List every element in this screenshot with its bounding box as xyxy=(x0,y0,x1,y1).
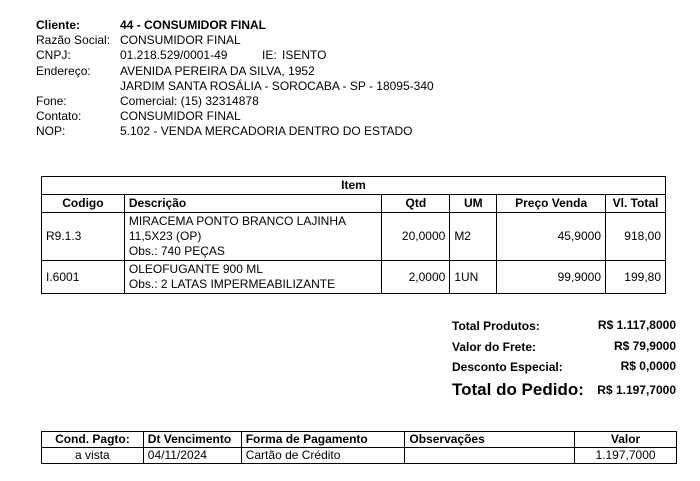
item-descricao xyxy=(124,213,382,261)
razao-label: Razão Social: xyxy=(36,33,111,47)
endereco-line1: AVENIDA PEREIRA DA SILVA, 1952 xyxy=(120,64,315,78)
contato-value: CONSUMIDOR FINAL xyxy=(120,109,241,123)
col-observacoes: Observações xyxy=(405,432,575,448)
nop-label: NOP: xyxy=(36,124,66,138)
payment-table xyxy=(41,431,677,464)
total-produtos-value: R$ 1.117,8000 xyxy=(597,318,676,332)
col-um: UM xyxy=(450,195,497,213)
items-table xyxy=(41,176,666,294)
cnpj-label: CNPJ: xyxy=(36,48,71,62)
item-qtd: 2,0000 xyxy=(382,261,450,294)
item-total: 918,00 xyxy=(606,213,666,261)
endereco-line2: JARDIM SANTA ROSÁLIA - SOROCABA - SP - 18095-340 xyxy=(120,79,434,93)
item-codigo: R9.1.3 xyxy=(42,213,125,261)
desconto-label: Desconto Especial: xyxy=(452,360,563,374)
item-obs: Obs.: 2 LATAS IMPERMEABILIZANTE xyxy=(128,277,336,291)
item-preco: 99,9000 xyxy=(497,261,606,294)
fone-value: Comercial: (15) 32314878 xyxy=(120,94,259,108)
total-pedido-label: Total do Pedido: xyxy=(452,380,584,399)
col-codigo: Codigo xyxy=(42,195,125,213)
item-desc-line: OLEOFUGANTE 900 ML xyxy=(128,262,263,276)
table-row xyxy=(42,448,677,464)
fone-label: Fone: xyxy=(36,94,67,108)
table-row xyxy=(42,213,666,261)
nop-value: 5.102 - VENDA MERCADORIA DENTRO DO ESTADO xyxy=(120,124,413,138)
ie-value: ISENTO xyxy=(282,48,327,62)
item-qtd: 20,0000 xyxy=(382,213,450,261)
item-desc-line: 11,5X23 (OP) xyxy=(128,229,202,243)
items-header-row xyxy=(42,195,666,213)
item-obs: Obs.: 740 PEÇAS xyxy=(128,244,225,258)
frete-label: Valor do Frete: xyxy=(452,340,537,354)
ie-label: IE: xyxy=(262,48,277,62)
razao-value: CONSUMIDOR FINAL xyxy=(120,33,241,47)
total-pedido-value: R$ 1.197,7000 xyxy=(597,383,676,397)
endereco-label: Endereço: xyxy=(36,64,91,78)
col-descricao: Descrição xyxy=(124,195,382,213)
pay-obs xyxy=(405,448,575,464)
col-qtd: Qtd xyxy=(382,195,450,213)
cnpj-value: 01.218.529/0001-49 xyxy=(120,48,228,62)
desconto-value: R$ 0,0000 xyxy=(620,359,676,373)
payment-header-row xyxy=(42,432,677,448)
items-title: Item xyxy=(42,177,666,195)
item-preco: 45,9000 xyxy=(497,213,606,261)
total-produtos-label: Total Produtos: xyxy=(452,319,540,333)
col-preco: Preço Venda xyxy=(497,195,606,213)
pay-forma: Cartão de Crédito xyxy=(241,448,405,464)
item-total: 199,80 xyxy=(606,261,666,294)
pay-cond: a vista xyxy=(42,448,144,464)
col-cond-pagto: Cond. Pagto: xyxy=(42,432,144,448)
item-um: 1UN xyxy=(450,261,497,294)
pay-valor: 1.197,7000 xyxy=(575,448,677,464)
col-dt-vencimento: Dt Vencimento xyxy=(143,432,241,448)
item-codigo: I.6001 xyxy=(42,261,125,294)
item-desc-line: MIRACEMA PONTO BRANCO LAJINHA xyxy=(128,214,347,228)
item-um: M2 xyxy=(450,213,497,261)
col-forma-pagamento: Forma de Pagamento xyxy=(241,432,405,448)
pay-vencimento: 04/11/2024 xyxy=(143,448,241,464)
item-descricao xyxy=(124,261,382,294)
frete-value: R$ 79,9000 xyxy=(613,339,676,353)
col-total: Vl. Total xyxy=(606,195,666,213)
cliente-label: Cliente: xyxy=(36,18,81,32)
contato-label: Contato: xyxy=(36,109,82,123)
col-valor: Valor xyxy=(575,432,677,448)
cliente-value: 44 - CONSUMIDOR FINAL xyxy=(120,18,267,32)
table-row xyxy=(42,261,666,294)
